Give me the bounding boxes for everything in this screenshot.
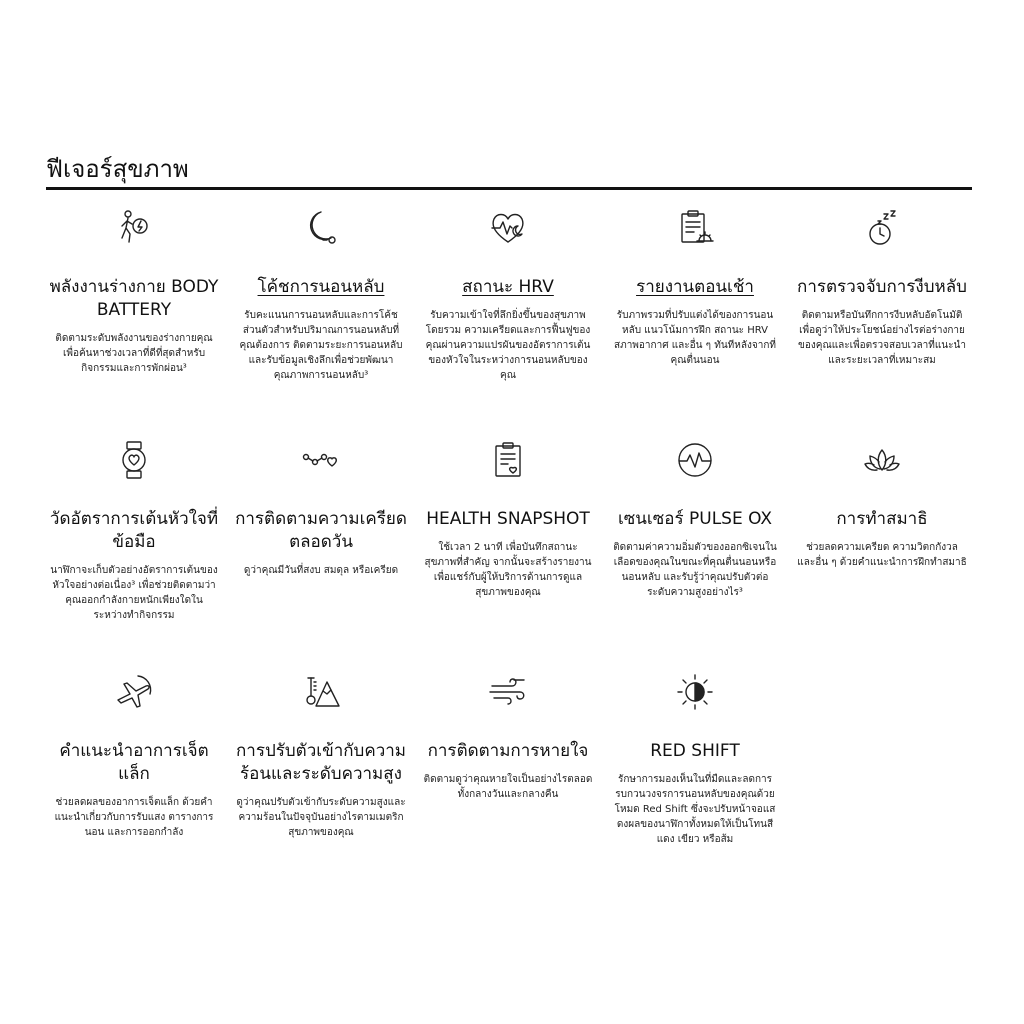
feature-meditation (794, 438, 970, 570)
feature-wrist-heart-rate (46, 438, 222, 623)
running-battery-icon (112, 206, 156, 250)
header (46, 152, 972, 190)
wrist-heart-icon (112, 438, 156, 482)
feature-description: ดูว่าคุณมีวันที่สงบ สมดุล หรือเครียด (243, 565, 399, 576)
feature-nap-detection (794, 206, 970, 368)
feature-description: ติดตามหรือบันทึกการงีบหลับอัตโนมัติเพื่อดูว่าให้ประโยชน์อย่างไรต่อร่างกายของคุณและเพื่อตรวจสอบเวลาที่แนะนำและระยะเวลาที่เหมาะสม (798, 310, 966, 366)
feature-title: การทำสมาธิ (836, 509, 928, 529)
jet-lag-icon (112, 670, 156, 714)
feature-description: รับภาพรวมที่ปรับแต่งได้ของการนอนหลับ แนวโน้มการฝึก สถานะ HRV สภาพอากาศ และอื่น ๆ ทันทีหลังจากที่คุณตื่นนอน (614, 310, 776, 366)
feature-respiration (420, 670, 596, 802)
feature-description: รับความเข้าใจที่ลึกยิ่งขึ้นของสุขภาพโดยรวม ความเครียดและการฟื้นฟูของคุณผ่านความแปรผันของอัตราการเต้นของหัวใจในระหว่างการนอนหลับของคุณ (425, 310, 591, 381)
breathing-wind-icon (486, 670, 530, 714)
feature-health-snapshot (420, 438, 596, 600)
page-title: ฟีเจอร์สุขภาพ (46, 155, 189, 183)
feature-pulse-ox (607, 438, 783, 600)
feature-title[interactable]: รายงานตอนเช้า (636, 277, 754, 297)
feature-title: การติดตามการหายใจ (427, 741, 589, 761)
feature-title: การปรับตัวเข้ากับความร้อนและระดับความสูง (236, 741, 406, 784)
nap-watch-icon (860, 206, 904, 250)
health-snapshot-icon (486, 438, 530, 482)
pulse-ox-icon (673, 438, 717, 482)
feature-description: ช่วยลดผลของอาการเจ็ตแล็ก ด้วยคำแนะนำเกี่ยวกับการรับแสง ตารางการนอน และการออกกำลัง (54, 797, 214, 838)
stress-tracking-icon (299, 438, 343, 482)
feature-description: ช่วยลดความเครียด ความวิตกกังวล และอื่น ๆ ด้วยคำแนะนำการฝึกทำสมาธิ (797, 542, 967, 568)
feature-title: คำแนะนำอาการเจ็ตแล็ก (59, 741, 209, 784)
feature-hrv-status[interactable] (420, 206, 596, 383)
feature-title[interactable]: โค้ชการนอนหลับ (257, 277, 385, 297)
feature-body-battery (46, 206, 222, 376)
feature-title: เซนเซอร์ PULSE OX (617, 509, 773, 529)
feature-title: พลังงานร่างกาย BODY BATTERY (49, 277, 219, 320)
feature-description: ติดตามดูว่าคุณหายใจเป็นอย่างไรตลอดทั้งกลางวันและกลางคืน (423, 774, 593, 800)
feature-title: RED SHIFT (650, 741, 740, 761)
feature-red-shift (607, 670, 783, 847)
heart-rate-moon-icon (486, 206, 530, 250)
red-shift-icon (673, 670, 717, 714)
feature-title: HEALTH SNAPSHOT (426, 509, 590, 529)
feature-description: ใช้เวลา 2 นาที เพื่อบันทึกสถานะสุขภาพที่สำคัญ จากนั้นจะสร้างรายงานเพื่อแชร์กับผู้ให้บริการด้านการดูแลสุขภาพของคุณ (424, 542, 592, 598)
feature-sleep-coach[interactable] (233, 206, 409, 383)
feature-jet-lag (46, 670, 222, 840)
heat-altitude-icon (299, 670, 343, 714)
feature-stress-tracking (233, 438, 409, 578)
lotus-icon (860, 438, 904, 482)
feature-description: รักษาการมองเห็นในที่มืดและลดการรบกวนวงจรการนอนหลับของคุณด้วยโหมด Red Shift ซึ่งจะปรับหน้าจอแสดงผลของนาฬิกาทั้งหมดให้เป็นโทนสีแดง เขียว หรือส้ม (614, 774, 776, 845)
feature-morning-report[interactable] (607, 206, 783, 368)
feature-title: การตรวจจับการงีบหลับ (797, 277, 967, 297)
feature-heat-altitude (233, 670, 409, 840)
feature-description: ติดตามค่าความอิ่มตัวของออกซิเจนในเลือดของคุณในขณะที่คุณตื่นนอนหรือนอนหลับ และรับรู้ว่าคุณปรับตัวต่อระดับความสูงอย่างไร³ (613, 542, 777, 598)
moon-sleep-icon (299, 206, 343, 250)
feature-description: นาฬิกาจะเก็บตัวอย่างอัตราการเต้นของหัวใจอย่างต่อเนื่อง³ เพื่อช่วยติดตามว่าคุณออกกำลังกายหนักเพียงใดในระหว่างทำกิจกรรม (50, 565, 218, 621)
morning-report-icon (673, 206, 717, 250)
feature-title[interactable]: สถานะ HRV (462, 277, 554, 297)
feature-title: วัดอัตราการเต้นหัวใจที่ข้อมือ (49, 509, 219, 552)
feature-description: รับคะแนนการนอนหลับและการโค้ชส่วนตัวสำหรับปริมาณการนอนหลับที่คุณต้องการ ติดตามระยะการนอนหลับและรับข้อมูลเชิงลึกเพื่อช่วยพัฒนาคุณภาพการนอนหลับ³ (239, 310, 403, 381)
feature-description: ดูว่าคุณปรับตัวเข้ากับระดับความสูงและความร้อนในปัจจุบันอย่างไรตามเมตริกสุขภาพของคุณ (236, 797, 406, 838)
feature-description: ติดตามระดับพลังงานของร่างกายคุณ เพื่อค้นหาช่วงเวลาที่ดีที่สุดสำหรับกิจกรรมและการพักผ่อน³ (55, 333, 213, 374)
title-divider (46, 187, 972, 190)
feature-title: การติดตามความเครียดตลอดวัน (235, 509, 407, 552)
